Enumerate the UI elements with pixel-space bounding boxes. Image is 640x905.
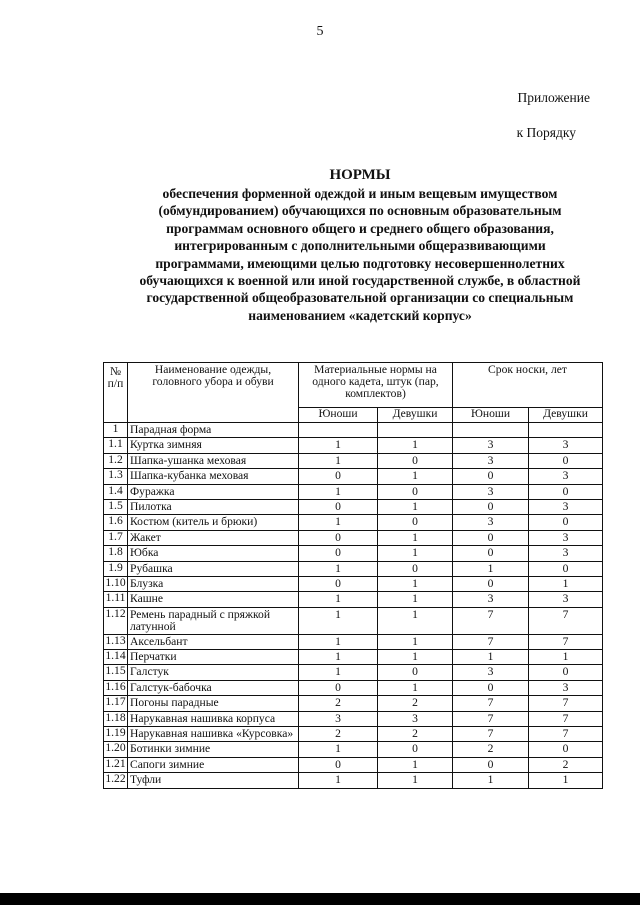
norm-girls-value: 0 [378,742,453,757]
item-number: 1.5 [104,499,128,514]
header-term-girls: Девушки [529,408,603,423]
norm-girls-value: 1 [378,607,453,634]
term-boys-value: 7 [453,711,529,726]
term-girls-value: 3 [529,530,603,545]
norm-boys-value: 1 [299,438,378,453]
item-name: Жакет [128,530,299,545]
appendix-reference [0,80,590,150]
header-material-norms: Материальные нормы на одного кадета, штук (пар, комплектов) [299,363,453,408]
norm-girls-value: 0 [378,484,453,499]
term-girls-value: 3 [529,469,603,484]
norm-girls-value: 0 [378,453,453,468]
term-boys-value: 1 [453,650,529,665]
section-name: Парадная форма [128,423,299,438]
norm-girls-value: 1 [378,530,453,545]
term-boys-value: 7 [453,727,529,742]
norm-boys-value: 1 [299,665,378,680]
table-row [104,773,603,788]
document-subtitle [80,185,640,324]
item-name: Нарукавная нашивка корпуса [128,711,299,726]
item-name: Куртка зимняя [128,438,299,453]
item-name: Погоны парадные [128,696,299,711]
empty-cell [378,423,453,438]
item-number: 1.15 [104,665,128,680]
table-row [104,757,603,772]
table-row [104,650,603,665]
header-item-name: Наименование одежды, головного убора и обуви [128,363,299,423]
table-row [104,561,603,576]
item-number: 1.3 [104,469,128,484]
norm-boys-value: 1 [299,561,378,576]
norm-boys-value: 0 [299,469,378,484]
header-norms-girls: Девушки [378,408,453,423]
item-name: Юбка [128,546,299,561]
term-boys-value: 3 [453,515,529,530]
norm-boys-value: 1 [299,773,378,788]
norm-boys-value: 1 [299,634,378,649]
norm-boys-value: 1 [299,742,378,757]
item-name: Нарукавная нашивка «Курсовка» [128,727,299,742]
norm-girls-value: 2 [378,727,453,742]
term-girls-value: 7 [529,727,603,742]
empty-cell [453,423,529,438]
item-name: Галстук-бабочка [128,680,299,695]
term-girls-value: 1 [529,576,603,591]
table-row [104,515,603,530]
item-number: 1.20 [104,742,128,757]
item-name: Перчатки [128,650,299,665]
item-name: Шапка-кубанка меховая [128,469,299,484]
section-row [104,423,603,438]
norm-boys-value: 1 [299,650,378,665]
section-number: 1 [104,423,128,438]
norm-boys-value: 0 [299,680,378,695]
norm-girls-value: 0 [378,515,453,530]
item-name: Костюм (китель и брюки) [128,515,299,530]
item-number: 1.1 [104,438,128,453]
term-boys-value: 0 [453,499,529,514]
item-number: 1.10 [104,576,128,591]
norm-girls-value: 1 [378,680,453,695]
term-boys-value: 0 [453,757,529,772]
table-row [104,546,603,561]
term-boys-value: 3 [453,438,529,453]
term-boys-value: 3 [453,592,529,607]
norm-girls-value: 1 [378,438,453,453]
document-title-block [80,166,640,324]
appendix-target: к Порядку [516,125,576,140]
item-name: Ботинки зимние [128,742,299,757]
subtitle-line: обучающихся к военной или иной государственной службе, в областной [139,273,581,289]
page-number: 5 [316,24,324,39]
item-number: 1.6 [104,515,128,530]
term-boys-value: 3 [453,665,529,680]
term-girls-value: 0 [529,515,603,530]
item-number: 1.18 [104,711,128,726]
norm-boys-value: 0 [299,530,378,545]
table-row [104,530,603,545]
appendix-label: Приложение [517,90,590,105]
norm-girls-value: 1 [378,576,453,591]
item-name: Пилотка [128,499,299,514]
norm-girls-value: 3 [378,711,453,726]
norm-girls-value: 1 [378,634,453,649]
item-name: Галстук [128,665,299,680]
norm-boys-value: 1 [299,515,378,530]
term-boys-value: 0 [453,576,529,591]
subtitle-line: программам основного общего и среднего общего образования, [166,220,554,236]
term-boys-value: 1 [453,561,529,576]
term-girls-value: 1 [529,650,603,665]
norm-girls-value: 1 [378,650,453,665]
term-girls-value: 7 [529,607,603,634]
table-row [104,742,603,757]
table-row [104,607,603,634]
norm-girls-value: 0 [378,561,453,576]
term-boys-value: 0 [453,680,529,695]
term-girls-value: 3 [529,546,603,561]
term-girls-value: 2 [529,757,603,772]
norm-girls-value: 2 [378,696,453,711]
term-boys-value: 1 [453,773,529,788]
term-girls-value: 7 [529,711,603,726]
term-boys-value: 0 [453,469,529,484]
term-boys-value: 7 [453,634,529,649]
item-number: 1.14 [104,650,128,665]
term-boys-value: 2 [453,742,529,757]
item-number: 1.4 [104,484,128,499]
item-number: 1.7 [104,530,128,545]
term-boys-value: 0 [453,546,529,561]
term-girls-value: 7 [529,696,603,711]
norm-girls-value: 1 [378,773,453,788]
table-row [104,576,603,591]
item-number: 1.13 [104,634,128,649]
empty-cell [529,423,603,438]
term-girls-value: 3 [529,499,603,514]
table-row [104,680,603,695]
norm-boys-value: 0 [299,576,378,591]
norm-boys-value: 1 [299,607,378,634]
term-girls-value: 1 [529,773,603,788]
item-number: 1.11 [104,592,128,607]
term-girls-value: 0 [529,484,603,499]
document-title: НОРМЫ [329,167,391,183]
subtitle-line: программами, имеющими целью подготовку несовершеннолетних [155,255,565,271]
item-number: 1.8 [104,546,128,561]
item-number: 1.21 [104,757,128,772]
norm-boys-value: 0 [299,546,378,561]
norm-boys-value: 3 [299,711,378,726]
term-girls-value: 0 [529,742,603,757]
term-girls-value: 3 [529,592,603,607]
term-girls-value: 7 [529,634,603,649]
table-row [104,696,603,711]
item-name: Шапка-ушанка меховая [128,453,299,468]
term-girls-value: 3 [529,680,603,695]
term-girls-value: 3 [529,438,603,453]
item-name: Сапоги зимние [128,757,299,772]
item-number: 1.16 [104,680,128,695]
norms-table [103,362,603,789]
table-row [104,592,603,607]
item-number: 1.19 [104,727,128,742]
table-row [104,469,603,484]
item-number: 1.22 [104,773,128,788]
norm-boys-value: 2 [299,727,378,742]
empty-cell [299,423,378,438]
table-row [104,634,603,649]
norm-boys-value: 1 [299,484,378,499]
norm-boys-value: 1 [299,592,378,607]
term-girls-value: 0 [529,453,603,468]
term-boys-value: 0 [453,530,529,545]
table-row [104,665,603,680]
norm-boys-value: 0 [299,499,378,514]
norm-girls-value: 1 [378,546,453,561]
subtitle-line: интегрированным с дополнительными общеразвивающими [174,238,546,254]
term-boys-value: 7 [453,607,529,634]
term-boys-value: 3 [453,453,529,468]
item-number: 1.2 [104,453,128,468]
norm-girls-value: 1 [378,592,453,607]
table-row [104,438,603,453]
item-name: Рубашка [128,561,299,576]
header-number: № п/п [104,363,128,423]
norm-boys-value: 0 [299,757,378,772]
norm-boys-value: 1 [299,453,378,468]
item-name: Кашне [128,592,299,607]
norm-girls-value: 1 [378,499,453,514]
term-boys-value: 7 [453,696,529,711]
header-wear-term: Срок носки, лет [453,363,603,408]
item-number: 1.17 [104,696,128,711]
item-name: Фуражка [128,484,299,499]
term-girls-value: 0 [529,665,603,680]
term-boys-value: 3 [453,484,529,499]
subtitle-line: (обмундированием) обучающихся по основным образовательным [158,203,562,219]
header-norms-boys: Юноши [299,408,378,423]
item-name: Аксельбант [128,634,299,649]
table-row [104,711,603,726]
item-name: Блузка [128,576,299,591]
norm-girls-value: 1 [378,757,453,772]
header-term-boys: Юноши [453,408,529,423]
table-row [104,453,603,468]
scan-bottom-edge [0,893,640,905]
subtitle-line: наименованием «кадетский корпус» [248,307,472,323]
norm-boys-value: 2 [299,696,378,711]
item-number: 1.12 [104,607,128,634]
norm-girls-value: 0 [378,665,453,680]
item-number: 1.9 [104,561,128,576]
subtitle-line: обеспечения форменной одеждой и иным вещевым имуществом [162,186,558,201]
subtitle-line: государственной общеобразовательной организации со специальным [146,290,574,306]
term-girls-value: 0 [529,561,603,576]
table-row [104,727,603,742]
item-name: Туфли [128,773,299,788]
table-row [104,499,603,514]
table-row [104,484,603,499]
norm-girls-value: 1 [378,469,453,484]
item-name: Ремень парадный с пряжкой латунной [128,607,299,634]
